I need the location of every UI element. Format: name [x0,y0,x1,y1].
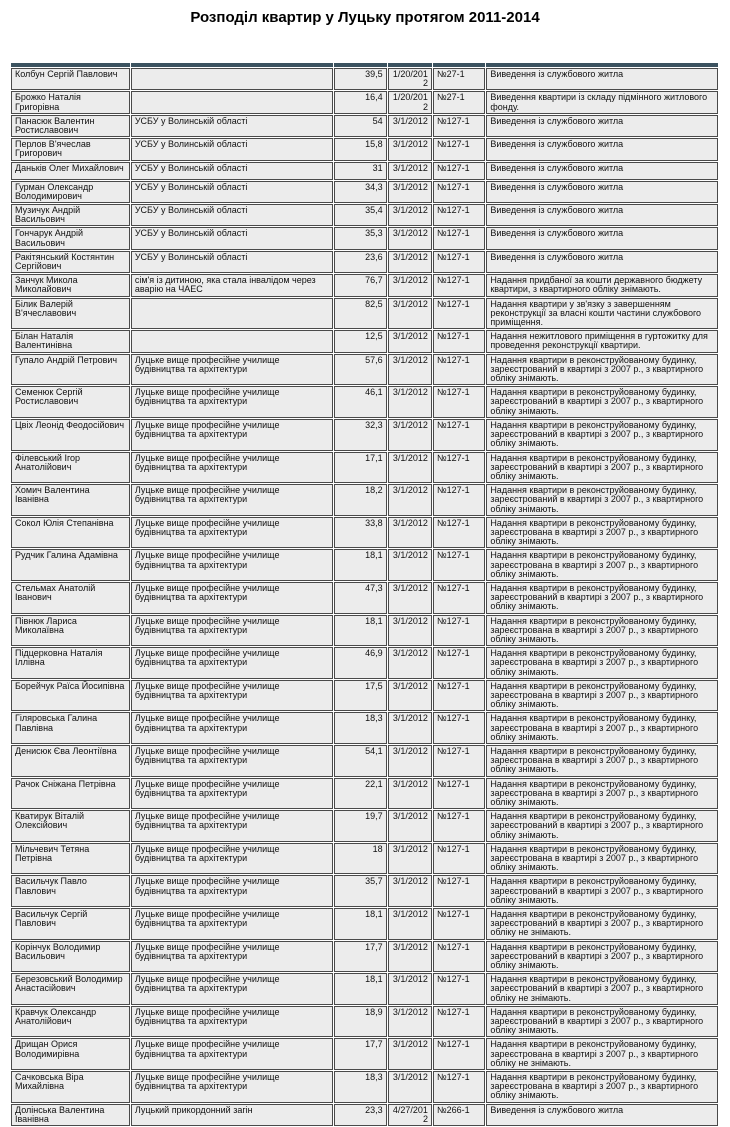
cell-note: Надання квартири в реконструйованому будинку, зареєстрований в квартирі з 2007 р., з квартирного обліку не знімають. [486,973,718,1005]
cell-person-name: Березовський Володимир Анастасійович [11,973,130,1005]
cell-date: 3/1/2012 [388,227,432,249]
cell-area: 17,7 [334,941,386,973]
cell-doc-number: №27-1 [433,91,485,113]
cell-person-name: Васильчук Сергій Павлович [11,908,130,940]
cell-date: 3/1/2012 [388,419,432,451]
header-strip-cell [433,63,485,67]
cell-date: 3/1/2012 [388,298,432,330]
table-row [11,298,718,330]
cell-organization: Луцьке вище професійне училище будівництва та архітектури [131,712,333,744]
cell-date: 3/1/2012 [388,1038,432,1070]
cell-doc-number: №127-1 [433,615,485,647]
table-row [11,810,718,842]
cell-note: Надання квартири в реконструйованому будинку, зареєстрована в квартирі з 2007 р., з квартирного обліку знімають. [486,517,718,549]
cell-organization: Луцьке вище професійне училище будівництва та архітектури [131,452,333,484]
cell-person-name: Сокол Юлія Степанівна [11,517,130,549]
table-row [11,680,718,712]
cell-note: Виведення квартири із складу підмінного житлового фонду. [486,91,718,113]
table-row [11,712,718,744]
cell-organization: Луцьке вище професійне училище будівництва та архітектури [131,419,333,451]
cell-date: 3/1/2012 [388,1071,432,1103]
cell-note: Надання квартири в реконструйованому будинку, зареєстрований в квартирі з 2007 р., з квартирного обліку знімають. [486,484,718,516]
cell-note: Виведення із службового житла [486,115,718,137]
cell-note: Надання квартири в реконструйованому будинку, зареєстрована в квартирі з 2007 р., з квартирного обліку знімають. [486,843,718,875]
cell-date: 3/1/2012 [388,680,432,712]
cell-area: 33,8 [334,517,386,549]
cell-person-name: Мільчевич Тетяна Петрівна [11,843,130,875]
cell-organization [131,298,333,330]
cell-organization [131,68,333,90]
cell-doc-number: №127-1 [433,298,485,330]
cell-person-name: Гурман Олександр Володимирович [11,181,130,203]
cell-area: 17,7 [334,1038,386,1070]
cell-doc-number: №127-1 [433,875,485,907]
cell-area: 46,1 [334,386,386,418]
cell-note: Надання квартири в реконструйованому будинку, зареєстрована в квартирі з 2007 р., з квартирного обліку знімають. [486,1071,718,1103]
cell-doc-number: №127-1 [433,680,485,712]
cell-organization: Луцьке вище професійне училище будівництва та архітектури [131,810,333,842]
cell-doc-number: №127-1 [433,1006,485,1038]
table-row [11,549,718,581]
cell-area: 34,3 [334,181,386,203]
cell-date: 3/1/2012 [388,138,432,160]
cell-person-name: Гончарук Андрій Васильович [11,227,130,249]
cell-note: Надання квартири в реконструйованому будинку, зареєстрований в квартирі з 2007 р., з квартирного обліку знімають. [486,582,718,614]
cell-person-name: Білан Наталія Валентинівна [11,330,130,352]
cell-doc-number: №127-1 [433,419,485,451]
cell-organization [131,91,333,113]
cell-organization: Луцьке вище професійне училище будівництва та архітектури [131,549,333,581]
cell-person-name: Цвіх Леонід Феодосійович [11,419,130,451]
table-row [11,251,718,273]
table-row [11,908,718,940]
cell-note: Надання квартири в реконструйованому будинку, зареєстрований в квартирі з 2007 р., з квартирного обліку знімають. [486,452,718,484]
cell-person-name: Корінчук Володимир Васильович [11,941,130,973]
header-strip-row [11,63,718,67]
cell-note: Виведення із службового житла [486,227,718,249]
cell-organization: Луцьке вище професійне училище будівництва та архітектури [131,973,333,1005]
cell-note: Надання квартири в реконструйованому будинку, зареєстрований в квартирі з 2007 р., з квартирного обліку знімають. [486,419,718,451]
table-row [11,778,718,810]
cell-note: Виведення із службового житла [486,204,718,226]
cell-area: 23,3 [334,1104,386,1126]
cell-doc-number: №127-1 [433,227,485,249]
cell-note: Виведення із службового житла [486,1104,718,1126]
table-row [11,745,718,777]
cell-organization: Луцьке вище професійне училище будівництва та архітектури [131,1006,333,1038]
cell-date: 3/1/2012 [388,941,432,973]
cell-area: 18,9 [334,1006,386,1038]
cell-person-name: Підцерковна Наталія Іллівна [11,647,130,679]
cell-organization: Луцьке вище професійне училище будівництва та архітектури [131,843,333,875]
cell-person-name: Колбун Сергій Павлович [11,68,130,90]
cell-organization: Луцьке вище професійне училище будівництва та архітектури [131,875,333,907]
cell-date: 3/1/2012 [388,778,432,810]
table-row [11,91,718,113]
cell-area: 39,5 [334,68,386,90]
cell-person-name: Васильчук Павло Павлович [11,875,130,907]
cell-organization: Луцьке вище професійне училище будівництва та архітектури [131,908,333,940]
cell-date: 1/20/2012 [388,91,432,113]
cell-doc-number: №127-1 [433,778,485,810]
cell-organization: Луцьке вище професійне училище будівництва та архітектури [131,615,333,647]
cell-area: 17,1 [334,452,386,484]
table-row [11,227,718,249]
cell-doc-number: №127-1 [433,712,485,744]
cell-doc-number: №127-1 [433,452,485,484]
cell-organization: Луцьке вище професійне училище будівництва та архітектури [131,778,333,810]
cell-person-name: Білик Валерій В'ячеславович [11,298,130,330]
cell-organization: сім'я із дитиною, яка стала інвалідом через аварію на ЧАЕС [131,274,333,296]
cell-note: Виведення із службового житла [486,138,718,160]
cell-person-name: Долінська Валентина Іванівна [11,1104,130,1126]
table-row [11,582,718,614]
cell-organization: Луцьке вище професійне училище будівництва та архітектури [131,941,333,973]
cell-date: 3/1/2012 [388,204,432,226]
table-row [11,973,718,1005]
cell-date: 3/1/2012 [388,745,432,777]
cell-date: 3/1/2012 [388,1006,432,1038]
cell-doc-number: №127-1 [433,484,485,516]
cell-note: Надання квартири в реконструйованому будинку, зареєстрований в квартирі з 2007 р., з квартирного обліку знімають. [486,1006,718,1038]
cell-organization: УСБУ у Волинській області [131,251,333,273]
cell-date: 3/1/2012 [388,647,432,679]
table-row [11,615,718,647]
table-row [11,115,718,137]
cell-person-name: Кватирук Віталій Олексійович [11,810,130,842]
cell-doc-number: №127-1 [433,941,485,973]
cell-note: Виведення із службового житла [486,162,718,180]
cell-area: 18,1 [334,908,386,940]
cell-doc-number: №127-1 [433,843,485,875]
table-row [11,204,718,226]
table-header-strip [11,63,718,67]
header-strip-cell [131,63,333,67]
table-row [11,452,718,484]
cell-person-name: Занчук Микола Миколайович [11,274,130,296]
cell-doc-number: №127-1 [433,517,485,549]
cell-organization: Луцьке вище професійне училище будівництва та архітектури [131,484,333,516]
cell-doc-number: №127-1 [433,908,485,940]
header-strip-cell [11,63,130,67]
table-row [11,484,718,516]
cell-note: Надання квартири в реконструйованому будинку, зареєстрований в квартирі з 2007 р., з квартирного обліку не знімають. [486,908,718,940]
cell-organization: Луцьке вище професійне училище будівництва та архітектури [131,386,333,418]
cell-note: Виведення із службового житла [486,68,718,90]
cell-doc-number: №127-1 [433,1071,485,1103]
cell-note: Надання нежитлового приміщення в гуртожитку для проведення реконструкції квартири. [486,330,718,352]
cell-organization: Луцьке вище професійне училище будівництва та архітектури [131,582,333,614]
cell-doc-number: №127-1 [433,582,485,614]
cell-date: 3/1/2012 [388,615,432,647]
cell-person-name: Брожко Наталія Григорівна [11,91,130,113]
page-title: Розподіл квартир у Луцьку протягом 2011-2014 [190,9,540,26]
table-row [11,1071,718,1103]
cell-area: 17,5 [334,680,386,712]
cell-doc-number: №127-1 [433,251,485,273]
table-row [11,419,718,451]
cell-note: Надання квартири в реконструйованому будинку, зареєстрована в квартирі з 2007 р., з квартирного обліку знімають. [486,745,718,777]
cell-organization: УСБУ у Волинській області [131,162,333,180]
cell-date: 1/20/2012 [388,68,432,90]
cell-organization: Луцьке вище професійне училище будівництва та архітектури [131,647,333,679]
cell-date: 3/1/2012 [388,452,432,484]
cell-organization: УСБУ у Волинській області [131,204,333,226]
cell-organization [131,330,333,352]
cell-person-name: Філевський Ігор Анатолійович [11,452,130,484]
cell-area: 12,5 [334,330,386,352]
cell-area: 18,3 [334,1071,386,1103]
cell-doc-number: №127-1 [433,745,485,777]
cell-person-name: Кравчук Олександр Анатолійович [11,1006,130,1038]
table-row [11,138,718,160]
cell-doc-number: №127-1 [433,204,485,226]
header-strip-cell [388,63,432,67]
cell-organization: Луцьке вище професійне училище будівництва та архітектури [131,745,333,777]
cell-date: 3/1/2012 [388,712,432,744]
cell-doc-number: №127-1 [433,138,485,160]
cell-doc-number: №127-1 [433,115,485,137]
table-row [11,181,718,203]
table-row [11,1038,718,1070]
cell-doc-number: №127-1 [433,647,485,679]
cell-date: 3/1/2012 [388,251,432,273]
cell-organization: УСБУ у Волинській області [131,227,333,249]
cell-area: 31 [334,162,386,180]
cell-area: 22,1 [334,778,386,810]
cell-date: 3/1/2012 [388,810,432,842]
cell-note: Надання квартири в реконструйованому будинку, зареєстрована в квартирі з 2007 р., з квартирного обліку знімають. [486,712,718,744]
cell-date: 3/1/2012 [388,330,432,352]
cell-area: 35,3 [334,227,386,249]
cell-doc-number: №27-1 [433,68,485,90]
cell-date: 3/1/2012 [388,181,432,203]
cell-doc-number: №127-1 [433,810,485,842]
table-row [11,517,718,549]
cell-person-name: Борейчук Раїса Йосипівна [11,680,130,712]
cell-doc-number: №127-1 [433,181,485,203]
cell-date: 3/1/2012 [388,162,432,180]
table-row [11,843,718,875]
cell-organization: УСБУ у Волинській області [131,138,333,160]
cell-note: Надання квартири в реконструйованому будинку, зареєстрована в квартирі з 2007 р., з квартирного обліку знімають. [486,680,718,712]
cell-person-name: Гіляровська Галина Павлівна [11,712,130,744]
cell-date: 3/1/2012 [388,908,432,940]
cell-person-name: Рудчик Галина Адамівна [11,549,130,581]
cell-person-name: Панасюк Валентин Ростиславович [11,115,130,137]
cell-area: 47,3 [334,582,386,614]
cell-person-name: Дрищан Орися Володимирівна [11,1038,130,1070]
cell-date: 3/1/2012 [388,582,432,614]
cell-person-name: Рачок Сніжана Петрівна [11,778,130,810]
cell-doc-number: №127-1 [433,973,485,1005]
cell-area: 18,1 [334,973,386,1005]
cell-person-name: Півнюк Лариса Миколаївна [11,615,130,647]
cell-doc-number: №127-1 [433,549,485,581]
cell-person-name: Хомич Валентина Іванівна [11,484,130,516]
cell-date: 3/1/2012 [388,517,432,549]
table-row [11,875,718,907]
cell-area: 18,3 [334,712,386,744]
table-row [11,354,718,386]
cell-note: Надання квартири в реконструйованому будинку, зареєстрована в квартирі з 2007 р., з квартирного обліку знімають. [486,778,718,810]
cell-area: 76,7 [334,274,386,296]
cell-organization: Луцьке вище професійне училище будівництва та архітектури [131,517,333,549]
table-row [11,1104,718,1126]
cell-note: Надання квартири в реконструйованому будинку, зареєстрований в квартирі з 2007 р., з квартирного обліку знімають. [486,354,718,386]
cell-area: 54,1 [334,745,386,777]
cell-note: Надання квартири в реконструйованому будинку, зареєстрована в квартирі з 2007 р., з квартирного обліку знімають. [486,615,718,647]
cell-organization: Луцьке вище професійне училище будівництва та архітектури [131,1071,333,1103]
header-strip-cell [334,63,386,67]
cell-note: Надання придбаної за кошти державного бюджету квартири, з квартирного обліку знімають. [486,274,718,296]
cell-person-name: Музичук Андрій Васильович [11,204,130,226]
cell-doc-number: №127-1 [433,330,485,352]
table-row [11,1006,718,1038]
cell-area: 54 [334,115,386,137]
cell-date: 3/1/2012 [388,549,432,581]
cell-area: 35,4 [334,204,386,226]
cell-organization: Луцьке вище професійне училище будівництва та архітектури [131,354,333,386]
cell-date: 3/1/2012 [388,484,432,516]
cell-area: 46,9 [334,647,386,679]
cell-organization: Луцький прикордонний загін [131,1104,333,1126]
cell-area: 35,7 [334,875,386,907]
cell-note: Виведення із службового житла [486,251,718,273]
cell-person-name: Семенюк Сергій Ростиславович [11,386,130,418]
cell-organization: УСБУ у Волинській області [131,181,333,203]
cell-area: 18 [334,843,386,875]
cell-note: Надання квартири в реконструйованому будинку, зареєстрований в квартирі з 2007 р., з квартирного обліку знімають. [486,386,718,418]
cell-date: 4/27/2012 [388,1104,432,1126]
cell-area: 82,5 [334,298,386,330]
cell-area: 15,8 [334,138,386,160]
cell-date: 3/1/2012 [388,274,432,296]
apartments-table-body [11,68,718,1126]
cell-note: Надання квартири в реконструйованому будинку, зареєстрований в квартирі з 2007 р., з квартирного обліку знімають. [486,941,718,973]
cell-area: 18,1 [334,615,386,647]
cell-doc-number: №266-1 [433,1104,485,1126]
cell-person-name: Стельмах Анатолій Іванович [11,582,130,614]
header-strip-cell [486,63,718,67]
cell-person-name: Сачковська Віра Михайлівна [11,1071,130,1103]
cell-area: 57,6 [334,354,386,386]
cell-area: 16,4 [334,91,386,113]
cell-date: 3/1/2012 [388,115,432,137]
cell-note: Виведення із службового житла [486,181,718,203]
cell-note: Надання квартири в реконструйованому будинку, зареєстрована в квартирі з 2007 р., з квартирного обліку знімають. [486,647,718,679]
table-row [11,68,718,90]
table-row [11,386,718,418]
cell-date: 3/1/2012 [388,973,432,1005]
cell-date: 3/1/2012 [388,875,432,907]
cell-date: 3/1/2012 [388,843,432,875]
cell-doc-number: №127-1 [433,274,485,296]
cell-area: 23,6 [334,251,386,273]
cell-area: 19,7 [334,810,386,842]
table-row [11,162,718,180]
cell-doc-number: №127-1 [433,386,485,418]
cell-note: Надання квартири в реконструйованому будинку, зареєстрований в квартирі з 2007 р., з квартирного обліку знімають. [486,810,718,842]
table-row [11,274,718,296]
cell-organization: Луцьке вище професійне училище будівництва та архітектури [131,680,333,712]
table-row [11,330,718,352]
cell-area: 18,2 [334,484,386,516]
cell-person-name: Денисюк Єва Леонтіївна [11,745,130,777]
cell-note: Надання квартири в реконструйованому будинку, зареєстрована в квартирі з 2007 р., з квартирного обліку знімають. [486,549,718,581]
table-row [11,647,718,679]
cell-organization: Луцьке вище професійне училище будівництва та архітектури [131,1038,333,1070]
cell-person-name: Даньків Олег Михайлович [11,162,130,180]
cell-person-name: Перлов В'ячеслав Григорович [11,138,130,160]
cell-person-name: Ракітянський Костянтин Сергійович [11,251,130,273]
cell-note: Надання квартири у зв'язку з завершенням реконструкції за власні кошти частини службового приміщення. [486,298,718,330]
cell-area: 32,3 [334,419,386,451]
cell-note: Надання квартири в реконструйованому будинку, зареєстрований в квартирі з 2007 р., з квартирного обліку знімають. [486,875,718,907]
cell-area: 18,1 [334,549,386,581]
cell-doc-number: №127-1 [433,1038,485,1070]
cell-doc-number: №127-1 [433,162,485,180]
cell-organization: УСБУ у Волинській області [131,115,333,137]
cell-person-name: Гупало Андрій Петрович [11,354,130,386]
cell-date: 3/1/2012 [388,354,432,386]
cell-doc-number: №127-1 [433,354,485,386]
cell-note: Надання квартири в реконструйованому будинку, зареєстрована в квартирі з 2007 р., з квартирного обліку не знімають. [486,1038,718,1070]
table-row [11,941,718,973]
apartments-table [10,62,719,1127]
cell-date: 3/1/2012 [388,386,432,418]
